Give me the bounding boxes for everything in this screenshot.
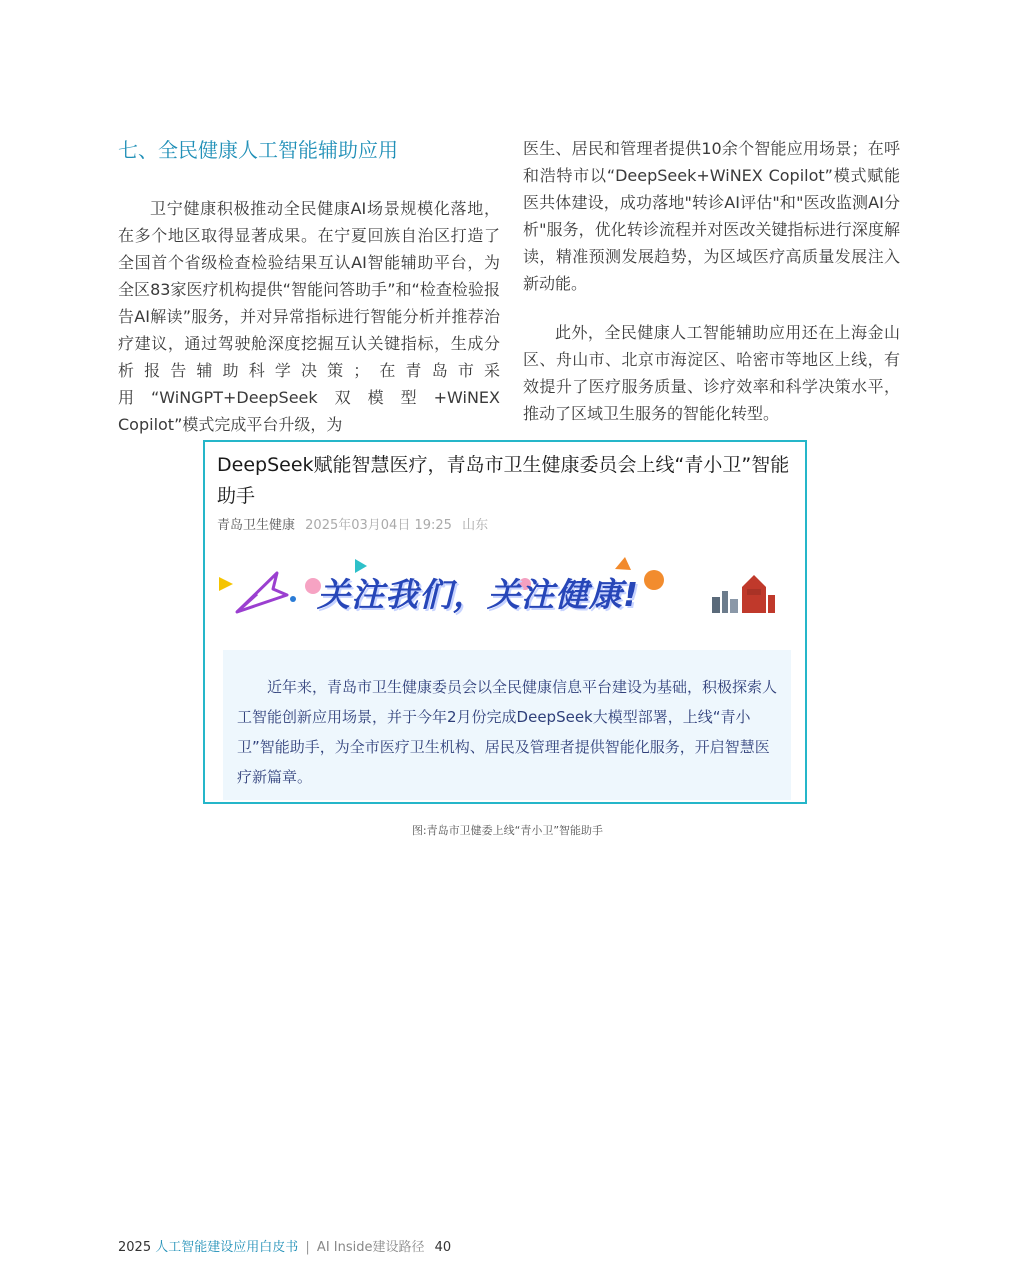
figure-location: 山东 — [462, 518, 489, 533]
follow-banner — [217, 557, 777, 627]
city-skyline-icon — [712, 575, 775, 613]
right-column — [523, 135, 900, 427]
page-number: 40 — [434, 1240, 452, 1255]
left-paragraph: 卫宁健康积极推动全民健康AI场景规模化落地，在多个地区取得显著成果。在宁夏回族自治区打造了全国首个省级检查检验结果互认AI智能辅助平台，为全区83家医疗机构提供“智能问答助手”和“检查检验报告AI解读”服务，并对异常指标进行智能分析并推荐治疗建议，通过驾驶舱深度挖掘互认关键指标，生成分析报告辅助科学决策；在青岛市采用“WiNGPT+DeepSeek双模型+WiNEX Copilot”模式完成平台升级，为 — [118, 199, 500, 434]
left-column — [118, 133, 500, 438]
figure-datetime: 2025年03月04日 19:25 — [305, 518, 452, 533]
right-paragraph-1: 医生、居民和管理者提供10余个智能应用场景；在呼和浩特市以“DeepSeek+WiNEX Copilot”模式赋能医共体建设，成功落地"转诊AI评估"和"医改监测AI分析"服务，优化转诊流程并对医改关键指标进行深度解读，精准预测发展趋势，为区域医疗高质量发展注入新动能。 — [523, 139, 900, 293]
figure-source: 青岛卫生健康 — [217, 518, 296, 533]
figure-body-box — [223, 650, 791, 800]
footer-year: 2025 — [118, 1240, 152, 1255]
figure-headline: DeepSeek赋能智慧医疗，青岛市卫生健康委员会上线“青小卫”智能助手 — [217, 454, 790, 507]
banner-text: 关注我们，关注健康! — [317, 575, 640, 614]
footer-title: 人工智能建设应用白皮书 — [155, 1240, 299, 1255]
figure-body-text: 近年来，青岛市卫生健康委员会以全民健康信息平台建设为基础，积极探索人工智能创新应用场景，并于今年2月份完成DeepSeek大模型部署，上线“青小卫”智能助手，为全市医疗卫生机构、居民及管理者提供智能化服务，开启智慧医疗新篇章。 — [237, 678, 778, 786]
figure-caption: 图:青岛市卫健委上线“青小卫”智能助手 — [411, 824, 604, 837]
page-footer — [118, 1236, 451, 1255]
footer-subtitle: AI Inside建设路径 — [316, 1240, 425, 1255]
section-title: 七、全民健康人工智能辅助应用 — [118, 138, 398, 162]
cursor-arrow-icon — [237, 573, 287, 612]
right-paragraph-2: 此外，全民健康人工智能辅助应用还在上海金山区、舟山市、北京市海淀区、哈密市等地区上线，有效提升了医疗服务质量、诊疗效率和科学决策水平，推动了区域卫生服务的智能化转型。 — [523, 323, 900, 423]
news-screenshot-figure — [203, 440, 807, 804]
footer-separator: | — [305, 1240, 310, 1255]
figure-meta — [217, 514, 488, 533]
